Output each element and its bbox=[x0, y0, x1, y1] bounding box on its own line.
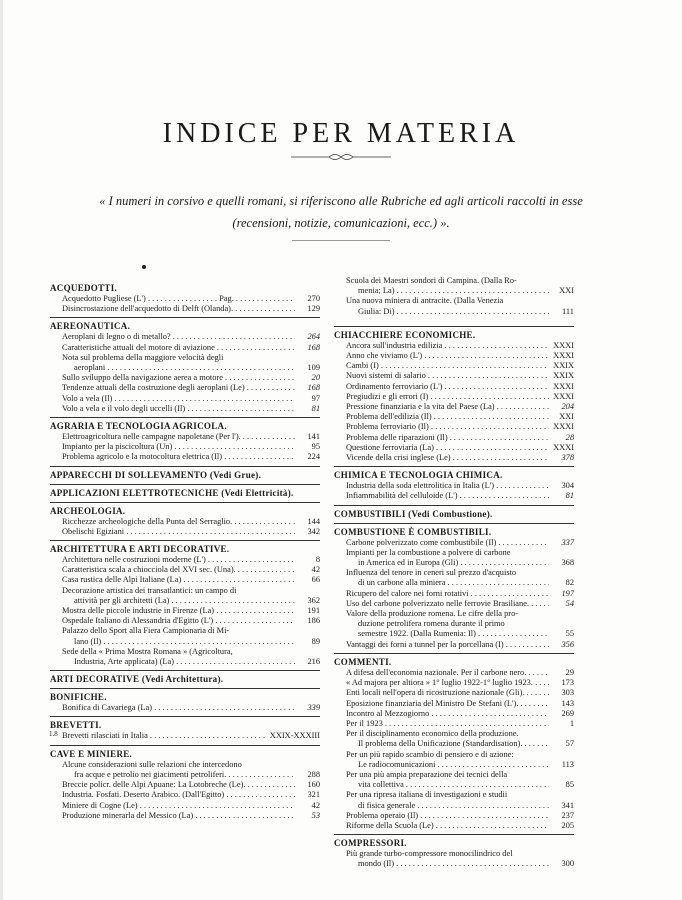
entry-text: Casa rustica delle Alpi Italiane (La) . . . bbox=[62, 575, 295, 585]
page-number: 81 bbox=[311, 403, 320, 413]
entry-text: Ancora sull'industria edilizia . . . bbox=[346, 341, 549, 351]
page-number: 339 bbox=[307, 703, 320, 713]
entry-text: Volo a vela (Il) . . . bbox=[62, 394, 295, 404]
entry-text: Anno che viviamo (L') . . . bbox=[346, 351, 549, 361]
note-line-2: (recensioni, notizie, comunicazioni, ecc.) ». bbox=[232, 216, 450, 230]
entry-text: Problema dell'edilizia (Il) . . . bbox=[346, 412, 549, 422]
multiline-entry bbox=[334, 750, 574, 770]
entry-text: Produzione minerarla del Messico (La) . . . bbox=[62, 811, 295, 821]
editorial-note bbox=[52, 190, 630, 234]
index-entry bbox=[50, 555, 320, 565]
section-heading: APPLICAZIONI ELETTROTECNICHE (Vedi Elettricità). bbox=[50, 484, 320, 499]
multiline-entry bbox=[334, 729, 574, 749]
page-number: 1 bbox=[569, 718, 574, 728]
page-number: 82 bbox=[565, 578, 574, 588]
page-number: 368 bbox=[561, 558, 574, 568]
index-entry bbox=[50, 383, 320, 393]
page-number: XXXI bbox=[553, 381, 574, 391]
entry-text: duzione petrolifera romena durante il primo bbox=[358, 619, 505, 629]
page-number: 54 bbox=[565, 598, 574, 608]
entry-text: Il problema della Unificazione (Standardisation). . . . bbox=[346, 739, 549, 749]
page-number: 113 bbox=[561, 759, 574, 769]
index-column-right bbox=[334, 276, 574, 870]
multiline-entry bbox=[334, 770, 574, 790]
page-number: 300 bbox=[561, 859, 574, 869]
index-entry bbox=[334, 678, 574, 688]
page-number: 288 bbox=[307, 769, 320, 779]
index-entry bbox=[50, 616, 320, 626]
page-number: 269 bbox=[561, 708, 574, 718]
page-number: 57 bbox=[565, 739, 574, 749]
entry-text: Vantaggi dei forni a tunnel per la porcellana (I) . . . bbox=[346, 640, 549, 650]
page-number: 129 bbox=[307, 304, 320, 314]
section-heading: ARCHEOLOGIA. bbox=[50, 502, 320, 517]
page-number: 29 bbox=[565, 667, 574, 677]
entry-text: Palazzo dello Sport alla Fiera Campionaria di Mi- bbox=[62, 626, 230, 636]
index-entry bbox=[334, 709, 574, 719]
page-number: 20 bbox=[311, 373, 320, 383]
multiline-entry bbox=[334, 548, 574, 568]
entry-text: Pressione finanziaria e la vita del Paese (La) . . . bbox=[346, 402, 549, 412]
entry-text: Carbone polverizzato come combustibile (Il) . . . bbox=[346, 538, 549, 548]
ornament-divider bbox=[291, 151, 391, 163]
entry-text: Problema agricolo e la motocoltura elettrica (Il) . . . bbox=[62, 452, 295, 462]
entry-text: Giulia: Di) . . . bbox=[346, 307, 549, 317]
page-number: 109 bbox=[307, 363, 320, 373]
page-number: 270 bbox=[307, 294, 320, 303]
entry-text: Le radiocomunicazioni . . . bbox=[346, 760, 549, 770]
page-number: XXIX-XXXIII bbox=[269, 731, 320, 741]
index-entry bbox=[334, 443, 574, 453]
entry-text: attività per gli architetti (La) . . . bbox=[62, 596, 295, 606]
page-number: 342 bbox=[307, 526, 320, 536]
section-heading: ARCHITETTURA E ARTI DECORATIVE. bbox=[50, 540, 320, 555]
entry-text: Eposizione finanziaria del Ministro De Stefani (L'). . . . bbox=[346, 699, 549, 709]
index-entry bbox=[334, 481, 574, 491]
entry-text: Ordinamento ferroviario (L') . . . bbox=[346, 382, 549, 392]
index-entry bbox=[334, 538, 574, 548]
index-entry bbox=[334, 422, 574, 432]
entry-text: Aeroplani di legno o di metallo? . . . bbox=[62, 332, 295, 342]
entry-text: Alcune considerazioni sulle relazioni che intercedono bbox=[62, 759, 242, 769]
index-entry bbox=[50, 442, 320, 452]
separator-rule bbox=[292, 240, 390, 241]
page-number: 173 bbox=[561, 678, 574, 688]
index-entry bbox=[50, 294, 320, 304]
entry-text: Scuola dei Maestri sondori di Campina. (Dalla Ro- bbox=[346, 276, 517, 285]
entry-text: Industria della soda elettrolitica in Italia (L') . . . bbox=[346, 481, 549, 491]
entry-text: menia; La) . . . bbox=[346, 286, 549, 296]
entry-text: Cambi (I) . . . bbox=[346, 361, 549, 371]
page-number: 378 bbox=[561, 453, 574, 463]
multiline-entry bbox=[50, 626, 320, 646]
entry-text: Mostra delle piccole industrie in Firenze (La) . . . bbox=[62, 606, 295, 616]
page-number: 66 bbox=[311, 575, 320, 585]
index-entry bbox=[334, 640, 574, 650]
page-number: 141 bbox=[307, 432, 320, 442]
page-number: XXIX bbox=[553, 361, 574, 371]
index-entry bbox=[334, 668, 574, 678]
page-number: 81 bbox=[565, 491, 574, 501]
entry-text: Problema delle riparazioni (Il) . . . bbox=[346, 433, 549, 443]
entry-text: Bonifica di Cavariega (La) . . . bbox=[62, 703, 295, 713]
page-number: 321 bbox=[307, 790, 320, 800]
index-entry bbox=[334, 361, 574, 371]
page-number: XXXI bbox=[553, 351, 574, 361]
section-heading: AGRARIA E TECNOLOGIA AGRICOLA. bbox=[50, 417, 320, 432]
page-number: 8 bbox=[315, 555, 320, 565]
entry-text: lano (Il) . . . bbox=[62, 637, 295, 647]
entry-text: Volo a vela e il volo degli uccelli (Il) . . . bbox=[62, 404, 295, 414]
page-number: XXI bbox=[559, 412, 574, 422]
entry-text: Industria. Fosfati. Deserto Arabico. (Dall'Egitto) . . . bbox=[62, 790, 295, 800]
entry-text: « Ad majora per altiora » 1° luglio 1922-1° luglio 1923. . . . bbox=[346, 678, 549, 688]
entry-text: in America ed in Europa (Gli) . . . bbox=[346, 558, 549, 568]
page-number: 337 bbox=[561, 537, 574, 547]
section-heading: COMBUSTIBILI (Vedi Combustione). bbox=[334, 505, 574, 520]
index-entry bbox=[334, 371, 574, 381]
entry-text: Vicende della crisi inglese (Le) . . . bbox=[346, 453, 549, 463]
entry-text: Per un più rapido scambio di pensiero e di azione: bbox=[346, 749, 514, 759]
index-entry bbox=[334, 402, 574, 412]
entry-text: mondo (Il) . . . bbox=[346, 859, 549, 869]
multiline-entry bbox=[334, 276, 574, 296]
page-number: 168 bbox=[307, 342, 320, 352]
page-number: 356 bbox=[561, 639, 574, 649]
section-heading: CAVE E MINIERE. bbox=[50, 745, 320, 760]
entry-text: Disincrostazione dell'acquedotto di Delft (Olanda). . . . bbox=[62, 304, 295, 314]
entry-text: Problema ferroviario (Il) . . . bbox=[346, 422, 549, 432]
page-number: XXIX bbox=[553, 371, 574, 381]
entry-text: Ricupero del calore nei forni rotativi . . . bbox=[346, 589, 549, 599]
entry-text: Una nuova miniera di antracite. (Dalla Venezia bbox=[346, 296, 504, 306]
index-entry bbox=[50, 703, 320, 713]
index-entry bbox=[50, 452, 320, 462]
entry-text: Acquedotto Pugliese (L') . . . . . . . . . . . . . . . . . Pag. . . . bbox=[62, 294, 295, 304]
section-heading: BONIFICHE. bbox=[50, 688, 320, 703]
entry-text: Breccie policr. delle Alpi Apuane: La Lotobreche (Le). . . . bbox=[62, 780, 295, 790]
section-heading: CHIMICA E TECNOLOGIA CHIMICA. bbox=[334, 466, 574, 481]
entry-text: A difesa dell'economia nazionale. Per il carbone nero. . . . bbox=[346, 668, 549, 678]
section-heading: COMMENTI. bbox=[334, 653, 574, 668]
entry-text: Ospedale Italiano di Alessandria d'Egitto (L') . . . bbox=[62, 616, 295, 626]
index-entry bbox=[50, 565, 320, 575]
index-entry bbox=[334, 392, 574, 402]
index-entry bbox=[334, 341, 574, 351]
entry-text: Caratteristiche attuali del motore di aviazione . . . bbox=[62, 343, 295, 353]
index-entry bbox=[50, 394, 320, 404]
entry-text: Brevetti rilasciati in Italia . . . bbox=[62, 731, 267, 741]
multiline-entry bbox=[334, 849, 574, 869]
entry-text: Per una più ampia preparazione dei tecnici della bbox=[346, 769, 508, 779]
index-entry bbox=[50, 780, 320, 790]
page-number: 197 bbox=[561, 588, 574, 598]
entry-text: Pregiudizi e gli errori (I) . . . bbox=[346, 392, 549, 402]
page-number: 42 bbox=[311, 565, 320, 575]
entry-text: Valore della produzione romena. Le cifre della pro- bbox=[346, 609, 519, 619]
entry-text: Nuovi sistemi di salario . . . bbox=[346, 371, 549, 381]
section-heading: BREVETTI. bbox=[50, 716, 320, 731]
entry-text: di un carbone alla miniera . . . bbox=[346, 578, 549, 588]
entry-text: Sede della « Prima Mostra Romana » (Agricoltura, bbox=[62, 646, 233, 656]
multiline-entry bbox=[334, 296, 574, 316]
page-number: 53 bbox=[311, 810, 320, 820]
index-entry bbox=[50, 801, 320, 811]
entry-text: Incontro al Mezzogiorno . . . bbox=[346, 709, 549, 719]
page-number: 95 bbox=[311, 442, 320, 452]
index-entry bbox=[334, 599, 574, 609]
page-number: 303 bbox=[561, 688, 574, 698]
page-number: 216 bbox=[307, 657, 320, 667]
entry-text: Infiammabilità del celluloide (L') . . . bbox=[346, 491, 549, 501]
entry-text: fra acque e petrolio nei giacimenti petroliferi. . . . bbox=[62, 770, 295, 780]
entry-text: Tendenze attuali della costruzione degli aeroplani (Le) . . . bbox=[62, 383, 295, 393]
page-number: XXI bbox=[559, 286, 574, 296]
multiline-entry bbox=[334, 568, 574, 588]
section-heading: AEREONAUTICA. bbox=[50, 317, 320, 332]
page-number: 42 bbox=[311, 800, 320, 810]
entry-text: Per una ripresa italiana di investigazioni e studii bbox=[346, 790, 508, 800]
entry-text: Obelischi Egiziani . . . bbox=[62, 527, 295, 537]
index-entry bbox=[334, 699, 574, 709]
index-entry bbox=[50, 790, 320, 800]
page-number: 224 bbox=[307, 452, 320, 462]
entry-text: Enti locali nell'opera di ricostruzione nazionale (Gli). . . . bbox=[346, 688, 549, 698]
page-number: 85 bbox=[565, 780, 574, 790]
entry-text: Più grande turbo-compressore monocilindrico del bbox=[346, 849, 513, 859]
entry-text: Questione ferroviaria (La) . . . bbox=[346, 443, 549, 453]
entry-text: Caratteristica scala a chiocciola del XVI sec. (Una). . . . bbox=[62, 565, 295, 575]
page-number: XXXI bbox=[553, 442, 574, 452]
page-number: 237 bbox=[561, 810, 574, 820]
entry-text: aeroplani . . . bbox=[62, 363, 295, 373]
page-number: 264 bbox=[307, 332, 320, 342]
section-heading: ARTI DECORATIVE (Vedi Architettura). bbox=[50, 670, 320, 685]
entry-text: Influenza del tenore in ceneri sul prezzo d'acquisto bbox=[346, 568, 517, 578]
page-number: 97 bbox=[311, 393, 320, 403]
page-number: 168 bbox=[307, 383, 320, 393]
multiline-entry bbox=[50, 586, 320, 606]
entry-text: Miniere di Cogne (Le) . . . bbox=[62, 801, 295, 811]
multiline-entry bbox=[50, 760, 320, 780]
page-number: 28 bbox=[565, 432, 574, 442]
entry-text: Decorazione artistica dei transatlantici: un campo di bbox=[62, 585, 237, 595]
index-entry bbox=[50, 527, 320, 537]
entry-text: Ricchezze archeologiche della Punta del Serraglio. . . . bbox=[62, 517, 295, 527]
multiline-entry bbox=[50, 353, 320, 373]
index-entry bbox=[334, 382, 574, 392]
index-entry bbox=[50, 432, 320, 442]
index-entry bbox=[50, 811, 320, 821]
index-entry bbox=[334, 589, 574, 599]
entry-text: Uso del carbone polverizzato nelle ferrovie Brasiliane. . . . bbox=[346, 599, 549, 609]
index-entry bbox=[334, 811, 574, 821]
page-number: XXXI bbox=[553, 422, 574, 432]
page-number: 191 bbox=[307, 606, 320, 616]
entry-text: Sullo sviluppo della navigazione aerea a motore . . . bbox=[62, 373, 295, 383]
page-number: XXXI bbox=[553, 340, 574, 350]
entry-text: Impianto per la piscicoltura (Un) . . . bbox=[62, 442, 295, 452]
index-entry bbox=[334, 433, 574, 443]
index-entry bbox=[334, 719, 574, 729]
entry-text: Problema operaio (Il) . . . bbox=[346, 811, 549, 821]
index-entry bbox=[50, 332, 320, 342]
entry-text: Impianti per la combustione a polvere di carbone bbox=[346, 547, 511, 557]
page-number: 362 bbox=[307, 595, 320, 605]
entry-text: Industria, Arte applicata) (La) . . . bbox=[62, 657, 295, 667]
index-entry bbox=[50, 575, 320, 585]
section-heading: COMBUSTIONE È COMBUSTIBILI. bbox=[334, 523, 574, 538]
index-entry bbox=[50, 404, 320, 414]
page-number: 186 bbox=[307, 616, 320, 626]
entry-text: Architettura nelle costruzioni moderne (L') . . . bbox=[62, 555, 295, 565]
page-number: 341 bbox=[561, 800, 574, 810]
section-heading: COMPRESSORI. bbox=[334, 834, 574, 849]
index-entry bbox=[334, 453, 574, 463]
index-entry bbox=[50, 304, 320, 314]
page-number: 144 bbox=[307, 516, 320, 526]
entry-text: semestre 1922. (Dalla Rumenia: Il) . . . bbox=[346, 629, 549, 639]
page-title: INDICE PER MATERIA bbox=[162, 118, 520, 149]
page-number: 55 bbox=[565, 629, 574, 639]
page-number: 89 bbox=[311, 636, 320, 646]
margin-mark: 1.8 bbox=[49, 730, 58, 738]
page-number: 111 bbox=[562, 306, 574, 316]
multiline-entry bbox=[334, 790, 574, 810]
note-line-1: « I numeri in corsivo e quelli romani, si riferiscono alle Rubriche ed agli articoli raccolti in esse bbox=[99, 194, 583, 208]
section-heading: ACQUEDOTTI. bbox=[50, 283, 118, 293]
page-number: 160 bbox=[307, 780, 320, 790]
index-entry bbox=[334, 821, 574, 831]
page-number: 205 bbox=[561, 820, 574, 830]
entry-text: Elettroagricoltura nelle campagne napoletane (Per l'). . . . bbox=[62, 432, 295, 442]
entry-text: Per il disciplinamento economico della produzione. bbox=[346, 729, 519, 739]
index-column-left bbox=[50, 276, 320, 821]
entry-text: di fisica generale . . . bbox=[346, 801, 549, 811]
index-entry bbox=[50, 517, 320, 527]
page-number: 304 bbox=[561, 481, 574, 491]
page-number: 204 bbox=[561, 402, 574, 412]
ink-dot bbox=[142, 265, 146, 269]
index-entry bbox=[50, 373, 320, 383]
multiline-entry bbox=[50, 647, 320, 667]
index-entry bbox=[50, 731, 320, 741]
section-heading: APPARECCHI DI SOLLEVAMENTO (Vedi Grue). bbox=[50, 466, 320, 481]
index-entry bbox=[50, 343, 320, 353]
entry-text: Riforme della Scuola (Le) . . . bbox=[346, 821, 549, 831]
page-number: 143 bbox=[561, 698, 574, 708]
entry-text: Nota sul problema della maggiore velocità degli bbox=[62, 352, 224, 362]
index-entry bbox=[334, 412, 574, 422]
page-number: XXXI bbox=[553, 391, 574, 401]
index-entry bbox=[50, 606, 320, 616]
section-heading: CHIACCHIERE ECONOMICHE. bbox=[334, 326, 574, 341]
multiline-entry bbox=[334, 609, 574, 640]
index-entry bbox=[334, 688, 574, 698]
entry-text: Per il 1923 . . . bbox=[346, 719, 549, 729]
entry-text: vita collettiva . . . bbox=[346, 780, 549, 790]
index-entry bbox=[334, 351, 574, 361]
index-entry bbox=[334, 491, 574, 501]
